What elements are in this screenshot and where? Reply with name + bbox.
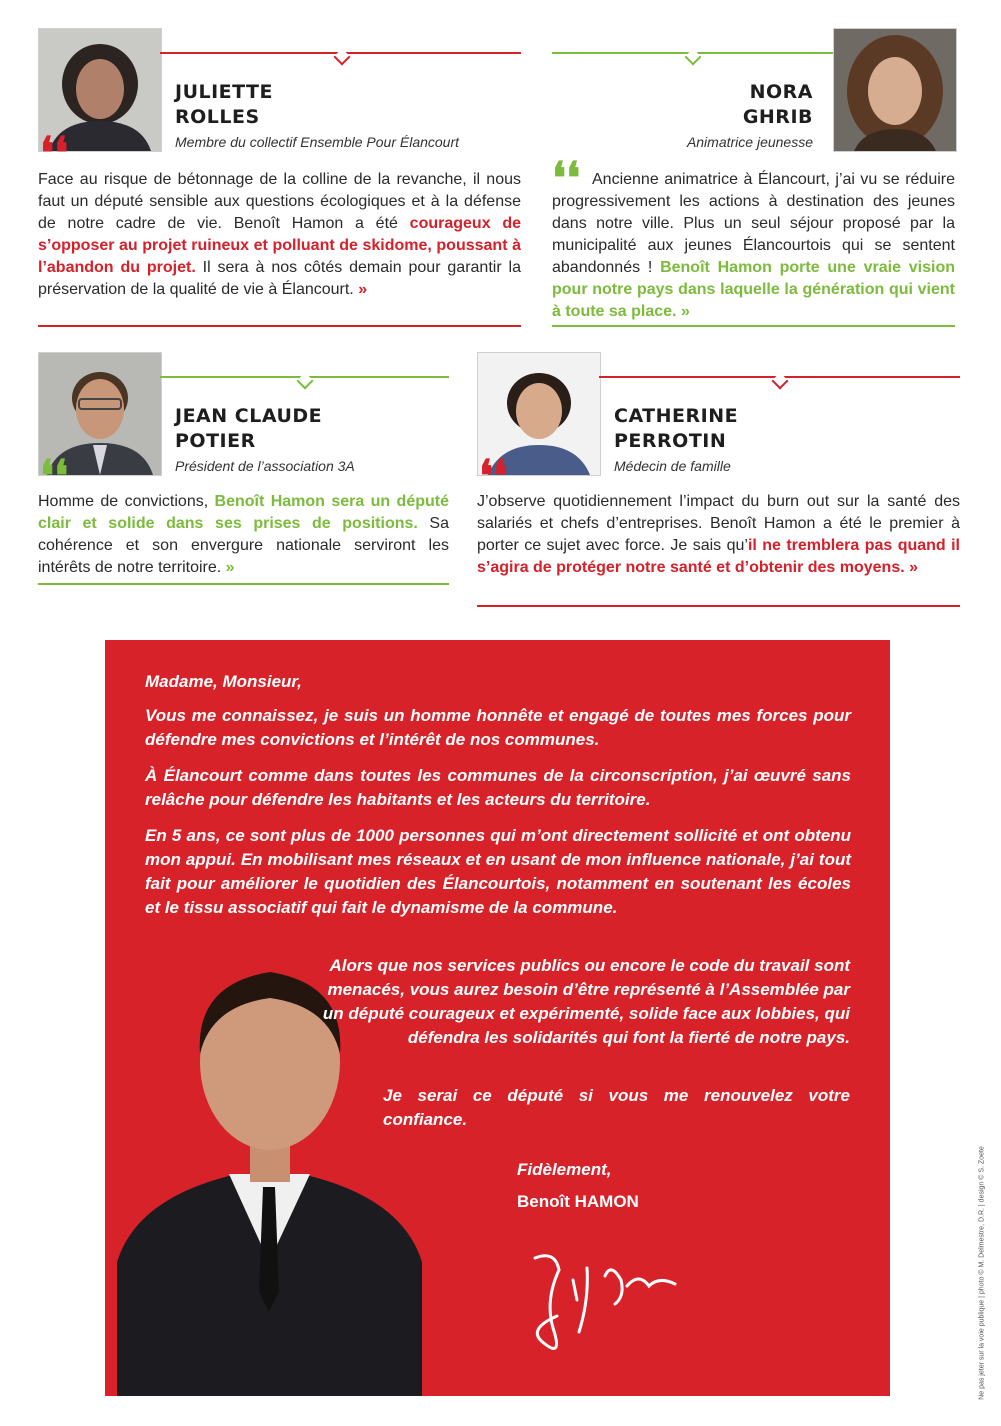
bottom-line-juliette (38, 325, 521, 327)
letter-paragraph: Vous me connaissez, je suis un homme honnête et engagé de toutes mes forces pour défendre mes convictions et l’intérêt de nos communes. (145, 706, 851, 749)
name-juliette-rolles (175, 80, 273, 130)
role-juliette-rolles: Membre du collectif Ensemble Pour Élancourt (175, 134, 460, 150)
text-before: Face au risque de bétonnage de la colline de la revanche, il nous faut un député sensible aux questions écologiques et à la défense de notre cadre de vie. Benoît Hamon a été (38, 171, 521, 232)
bottom-line-catherine (477, 605, 960, 607)
end-quote-mark: » (904, 559, 919, 576)
quote-mark-icon: ❛❛ (479, 451, 508, 502)
photo-nora-ghrib (833, 28, 957, 152)
last-name: POTIER (175, 430, 256, 452)
text-after: Sa cohérence et son envergure nationale serviront les intérêts de notre territoire. (38, 515, 449, 576)
photo-credits (975, 1130, 989, 1415)
testimonial-text-juliette (38, 169, 521, 301)
first-name: JULIETTE (175, 81, 273, 103)
role-nora-ghrib: Animatrice jeunesse (686, 134, 813, 150)
top-line-nora (552, 52, 833, 54)
text-after: Il sera à nos côtés demain pour garantir la préservation de la qualité de vie à Élancourt. (38, 259, 521, 298)
end-quote-mark: » (353, 281, 368, 298)
quote-mark-icon: ❛❛ (552, 153, 581, 204)
last-name: ROLLES (175, 106, 260, 128)
text-before: J’observe quotidiennement l’impact du burn out sur la santé des salariés et chefs d’entreprises. Benoît Hamon a été le premier à porter ce sujet avec force. Je sais qu’ (477, 493, 960, 554)
bottom-line-nora (552, 325, 955, 327)
testimonial-text-catherine (477, 491, 960, 579)
first-name: JEAN CLAUDE (175, 405, 323, 427)
end-quote-mark: » (676, 303, 690, 320)
testimonial-text-jean-claude (38, 491, 449, 579)
credits-text: Ne pas jeter sur la voie publique | photo © M. Delmestre, D.R. | design © S. Zoete (978, 1145, 986, 1400)
first-name: CATHERINE (614, 405, 739, 427)
signature-benoit-hamon (515, 1240, 690, 1360)
role-jean-claude-potier: Président de l’association 3A (175, 458, 355, 474)
letter-paragraph: Alors que nos services publics ou encore le code du travail sont menacés, vous aurez besoin d’être représenté à l’Assemblée par un député courageux et expérimenté, solide face aux lobbies, qui défendra les solidarités qui font la fierté de notre pays. (322, 956, 850, 1047)
name-jean-claude-potier (175, 404, 322, 454)
first-name: NORA (749, 81, 813, 103)
top-line-juliette (160, 52, 521, 54)
name-catherine-perrotin (614, 404, 738, 454)
quote-mark-icon: ❛❛ (40, 128, 69, 179)
text-before: Homme de convictions, (38, 493, 215, 510)
last-name: PERROTIN (614, 430, 727, 452)
bottom-line-jean-claude (38, 583, 449, 585)
last-name: GHRIB (742, 106, 813, 128)
letter-paragraph: Je serai ce député si vous me renouvelez votre confiance. (383, 1086, 850, 1129)
end-quote-mark: » (221, 559, 235, 576)
letter-greeting: Madame, Monsieur, (145, 672, 302, 691)
testimonial-text-nora (552, 169, 955, 323)
letter-closing: Fidèlement, (517, 1160, 612, 1179)
highlight-text: Benoît Hamon porte une vraie vision pour notre pays dans laquelle la génération qui vient à toute sa place. (552, 259, 955, 320)
letter-signatory: Benoît HAMON (517, 1192, 639, 1211)
letter-paragraph: En 5 ans, ce sont plus de 1000 personnes qui m’ont directement sollicité et ont obtenu mon appui. En mobilisant mes réseaux et en usant de mon influence nationale, j’ai tout fait pour améliorer le quotidien des Élancourtois, notamment en soutenant les écoles et le tissu associatif qui fait le dynamisme de la commune. (145, 826, 851, 917)
highlight-text: il ne tremblera pas quand il s’agira de protéger notre santé et d’obtenir des moyens. (477, 537, 960, 576)
text-before: Ancienne animatrice à Élancourt, j’ai vu se réduire progressivement les actions à destination des jeunes dans notre ville. Plus un seul séjour proposé par la municipalité aux jeunes Élancourtois qui se sentent abandonnés ! (552, 171, 955, 276)
highlight-text: Benoît Hamon sera un député clair et solide dans ses prises de positions. (38, 493, 449, 532)
top-line-jean-claude (160, 376, 449, 378)
letter-panel (105, 640, 890, 1396)
name-nora-ghrib (743, 80, 813, 130)
highlight-text: courageux de s’opposer au projet ruineux et polluant de skidome, poussant à l’abandon du projet. (38, 215, 522, 276)
top-line-catherine (599, 376, 960, 378)
role-catherine-perrotin: Médecin de famille (614, 458, 731, 474)
quote-mark-icon: ❛❛ (40, 451, 69, 502)
letter-paragraph: À Élancourt comme dans toutes les communes de la circonscription, j’ai œuvré sans relâche pour défendre les habitants et les acteurs du territoire. (145, 766, 851, 809)
